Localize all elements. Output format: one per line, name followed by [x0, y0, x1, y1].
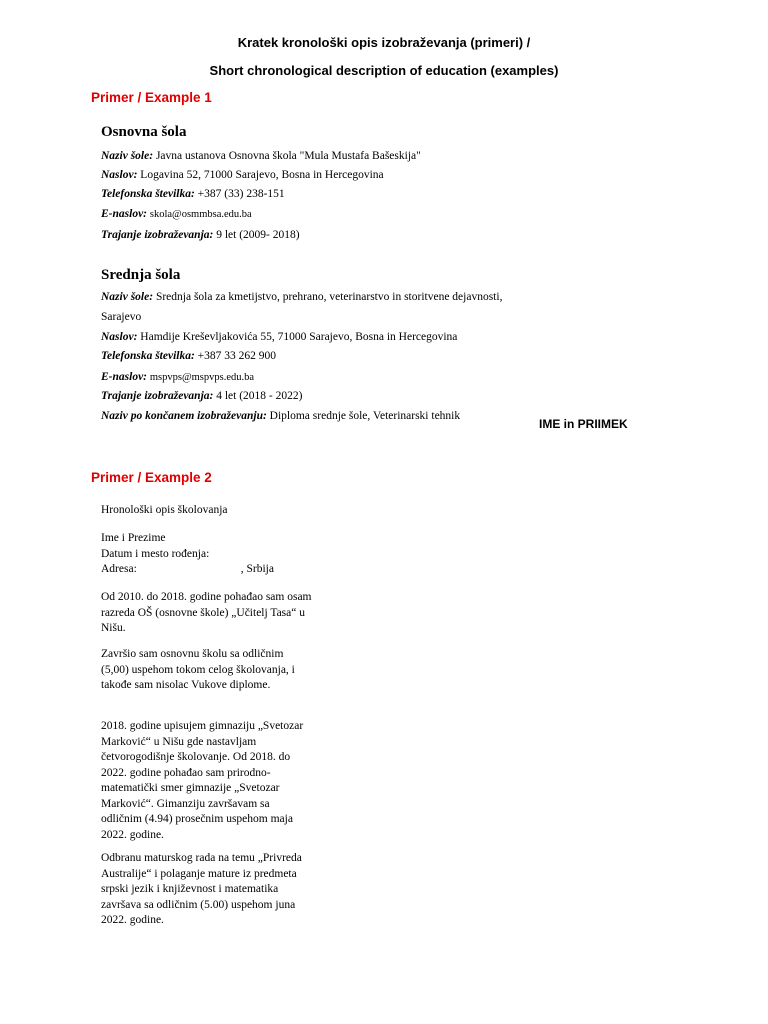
secondary-school-title — [101, 410, 460, 422]
primary-school-address — [101, 169, 384, 181]
primary-school-duration-label: Trajanje izobraževanja: — [101, 229, 214, 241]
primary-school-name-label: Naziv šole: — [101, 150, 154, 162]
paragraph-line: Završio sam osnovnu školu sa odličnim — [101, 648, 284, 660]
secondary-school-phone-value: +387 33 262 900 — [197, 350, 277, 362]
paragraph-line: završava sa odličnim (5.00) uspehom juna — [101, 898, 296, 911]
paragraph-line: Od 2010. do 2018. godine pohađao sam osam — [101, 591, 312, 603]
secondary-school-duration — [101, 390, 302, 402]
secondary-school-phone-label: Telefonska številka: — [101, 350, 195, 362]
paragraph-line: takođe sam nisolac Vukove diplome. — [101, 679, 271, 691]
primary-school-phone-label: Telefonska številka: — [101, 188, 195, 200]
paragraph-line: Nišu. — [101, 622, 126, 634]
secondary-school-name-label: Naziv šole: — [101, 291, 154, 303]
secondary-school-address-value: Hamdije Kreševljakovića 55, 71000 Sarajevo, Bosna in Hercegovina — [140, 331, 458, 343]
secondary-school-address — [101, 331, 457, 343]
example2-paragraph-3 — [101, 719, 327, 843]
paragraph-line: 2022. godine pohađao sam prirodno- — [101, 766, 271, 779]
example2-address-suffix: , Srbija — [240, 563, 274, 575]
paragraph-line: 2022. godine. — [101, 914, 164, 926]
primary-school-duration — [101, 229, 300, 241]
secondary-school-phone — [101, 350, 276, 362]
name-surname-label: IME in PRIIMEK — [539, 417, 628, 431]
paragraph-line: četvorogodišnje školovanje. Od 2018. do — [101, 751, 291, 763]
example2-paragraph-4 — [101, 851, 327, 929]
paragraph-line: (5,00) uspehom tokom celog školovanja, i — [101, 663, 295, 676]
primary-school-heading: Osnovna šola — [101, 124, 187, 140]
primary-school-phone — [101, 188, 285, 200]
secondary-school-duration-value: 4 let (2018 - 2022) — [216, 390, 303, 402]
secondary-school-name-cont: Sarajevo — [101, 311, 142, 323]
secondary-school-email-value: mspvps@mspvps.edu.ba — [149, 372, 255, 383]
example2-doc-title: Hronološki opis školovanja — [101, 504, 228, 516]
primary-school-email-label: E-naslov: — [101, 208, 147, 220]
paragraph-line: Marković“. Gimanziju završavam sa — [101, 797, 270, 810]
paragraph-line: odličnim (4.94) prosečnim uspehom maja — [101, 813, 293, 825]
paragraph-line: matematički smer gimnazije „Svetozar — [101, 782, 280, 794]
secondary-school-email-label: E-naslov: — [101, 371, 147, 383]
example2-paragraph-1 — [101, 590, 327, 637]
example2-address-line — [101, 562, 327, 578]
paragraph-line: 2018. godine upisujem gimnaziju „Svetozar — [101, 720, 304, 732]
primary-school-name-value: Javna ustanova Osnovna škola "Mula Mustafa Bašeskija" — [155, 150, 421, 162]
example2-address-prefix: Adresa: — [101, 563, 137, 575]
primary-school-email — [101, 208, 252, 220]
paragraph-line: Odbranu maturskog rada na temu „Privreda — [101, 852, 302, 864]
example2-birth-line: Datum i mesto rođenja: — [101, 547, 210, 560]
primary-school-email-value: skola@osmmbsa.edu.ba — [149, 209, 252, 220]
document-title-line1: Kratek kronološki opis izobraževanja (primeri) / — [237, 35, 531, 50]
example2-name-line: Ime i Prezime — [101, 532, 166, 544]
secondary-school-heading: Srednja šola — [101, 267, 181, 283]
secondary-school-duration-label: Trajanje izobraževanja: — [101, 390, 214, 402]
paragraph-line: Australije“ i polaganje mature iz predmeta — [101, 867, 297, 880]
secondary-school-address-label: Naslov: — [101, 331, 138, 343]
paragraph-line: razreda OŠ (osnovne škole) „Učitelj Tasa“ u — [101, 606, 305, 619]
secondary-school-title-label: Naziv po končanem izobraževanju: — [101, 410, 267, 422]
example2-personal-info — [101, 531, 327, 578]
document-title-line2: Short chronological description of education (examples) — [209, 63, 559, 78]
primary-school-duration-value: 9 let (2009- 2018) — [216, 229, 300, 241]
example2-heading: Primer / Example 2 — [91, 470, 212, 485]
primary-school-address-value: Logavina 52, 71000 Sarajevo, Bosna in Hercegovina — [140, 169, 384, 181]
paragraph-line: Marković“ u Nišu gde nastavljam — [101, 735, 257, 748]
secondary-school-name-value: Srednja šola za kmetijstvo, prehrano, veterinarstvo in storitvene dejavnosti, — [155, 291, 503, 303]
paragraph-line: 2022. godine. — [101, 828, 164, 841]
primary-school-address-label: Naslov: — [101, 169, 138, 181]
secondary-school-title-value: Diploma srednje šole, Veterinarski tehnik — [269, 410, 461, 422]
example2-paragraph-2 — [101, 647, 327, 694]
paragraph-line: srpski jezik i književnost i matematika — [101, 883, 279, 895]
example1-heading: Primer / Example 1 — [91, 90, 212, 105]
secondary-school-name — [101, 291, 502, 303]
secondary-school-email — [101, 371, 254, 383]
primary-school-name — [101, 150, 421, 162]
primary-school-phone-value: +387 (33) 238-151 — [197, 188, 285, 200]
